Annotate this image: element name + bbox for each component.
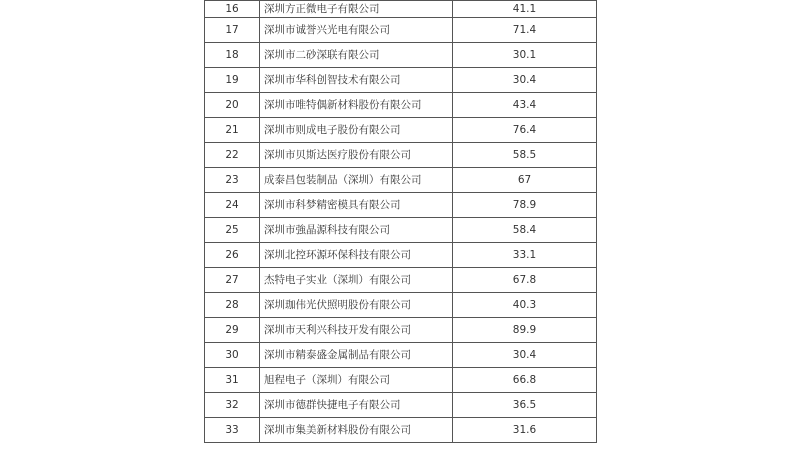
table-row	[205, 143, 597, 168]
row-value: 58.4	[453, 218, 597, 243]
table-row	[205, 368, 597, 393]
row-value: 36.5	[453, 393, 597, 418]
row-value: 30.4	[453, 68, 597, 93]
table-row	[205, 418, 597, 443]
table-row	[205, 393, 597, 418]
table-row	[205, 343, 597, 368]
row-number: 27	[205, 268, 260, 293]
company-name: 深圳市德群快捷电子有限公司	[260, 393, 453, 418]
row-value: 67.8	[453, 268, 597, 293]
table-row	[205, 118, 597, 143]
row-number: 19	[205, 68, 260, 93]
table-row	[205, 18, 597, 43]
row-number: 23	[205, 168, 260, 193]
company-name: 深圳市诚誉兴光电有限公司	[260, 18, 453, 43]
row-value: 71.4	[453, 18, 597, 43]
company-name: 深圳市集美新材料股份有限公司	[260, 418, 453, 443]
table-row	[205, 168, 597, 193]
company-name: 深圳北控环源环保科技有限公司	[260, 243, 453, 268]
row-value: 58.5	[453, 143, 597, 168]
row-value: 41.1	[453, 1, 597, 18]
company-name: 成泰昌包装制品（深圳）有限公司	[260, 168, 453, 193]
row-value: 76.4	[453, 118, 597, 143]
row-value: 78.9	[453, 193, 597, 218]
row-number: 21	[205, 118, 260, 143]
row-number: 30	[205, 343, 260, 368]
row-number: 25	[205, 218, 260, 243]
company-name: 深圳市二砂深联有限公司	[260, 43, 453, 68]
row-value: 66.8	[453, 368, 597, 393]
company-name: 杰特电子实业（深圳）有限公司	[260, 268, 453, 293]
company-name: 深圳市贝斯达医疗股份有限公司	[260, 143, 453, 168]
row-number: 31	[205, 368, 260, 393]
data-table-container	[204, 0, 597, 443]
table-row	[205, 218, 597, 243]
row-number: 33	[205, 418, 260, 443]
row-number: 32	[205, 393, 260, 418]
row-value: 30.1	[453, 43, 597, 68]
table-row	[205, 1, 597, 18]
company-name: 深圳方正微电子有限公司	[260, 1, 453, 18]
company-name: 深圳市強晶源科技有限公司	[260, 218, 453, 243]
company-table	[204, 0, 597, 443]
table-row	[205, 68, 597, 93]
row-value: 40.3	[453, 293, 597, 318]
row-value: 33.1	[453, 243, 597, 268]
row-value: 31.6	[453, 418, 597, 443]
table-row	[205, 93, 597, 118]
table-row	[205, 43, 597, 68]
company-name: 深圳市精泰盛金属制品有限公司	[260, 343, 453, 368]
table-row	[205, 243, 597, 268]
row-number: 18	[205, 43, 260, 68]
table-row	[205, 293, 597, 318]
company-name: 深圳市科梦精密模具有限公司	[260, 193, 453, 218]
row-number: 28	[205, 293, 260, 318]
table-row	[205, 318, 597, 343]
row-number: 20	[205, 93, 260, 118]
table-body	[205, 1, 597, 443]
row-number: 16	[205, 1, 260, 18]
row-number: 24	[205, 193, 260, 218]
row-value: 43.4	[453, 93, 597, 118]
row-number: 26	[205, 243, 260, 268]
table-row	[205, 193, 597, 218]
row-value: 89.9	[453, 318, 597, 343]
company-name: 深圳市华科创智技术有限公司	[260, 68, 453, 93]
company-name: 深圳市唯特偶新材料股份有限公司	[260, 93, 453, 118]
company-name: 深圳珈伟光伏照明股份有限公司	[260, 293, 453, 318]
company-name: 深圳市则成电子股份有限公司	[260, 118, 453, 143]
row-number: 22	[205, 143, 260, 168]
company-name: 深圳市天利兴科技开发有限公司	[260, 318, 453, 343]
row-value: 30.4	[453, 343, 597, 368]
row-number: 29	[205, 318, 260, 343]
row-number: 17	[205, 18, 260, 43]
table-row	[205, 268, 597, 293]
row-value: 67	[453, 168, 597, 193]
company-name: 旭程电子（深圳）有限公司	[260, 368, 453, 393]
